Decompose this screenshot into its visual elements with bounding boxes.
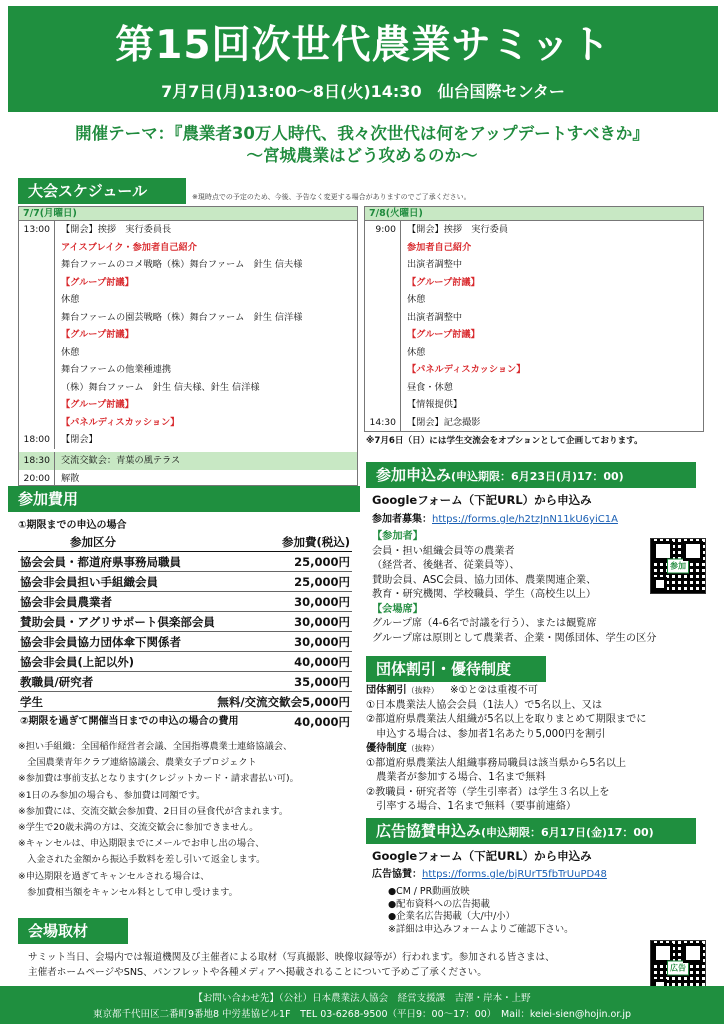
sponsor-items xyxy=(388,886,574,936)
fee-table xyxy=(18,532,352,732)
fee-row: 教職員/研究者 35,000円 xyxy=(18,672,352,692)
sponsor-section-title: 広告協賛申込み(申込期限：6月17日(金)17：00) xyxy=(366,818,696,844)
schedule-row: 【グループ討議】 xyxy=(19,326,357,344)
group-discount-head: 団体割引 xyxy=(366,685,407,696)
fee-row: 協会非会員(上記以外) 40,000円 xyxy=(18,652,352,672)
application-section-title: 参加申込み(申込期限：6月23日(月)17：00) xyxy=(366,462,696,488)
fee-note-line: ※1日のみ参加の場合も、参加費は同額です。 xyxy=(18,789,206,801)
schedule-row: （株）舞台ファーム 針生 信夫様、針生 信洋様 xyxy=(19,379,357,397)
footer-line-1: 【お問い合わせ先】（公社）日本農業法人協会 経営支援課 吉澤・岸本・上野 xyxy=(193,993,531,1004)
recruit-line: 参加者募集：https://forms.gle/h2tzJnN11kU6yiC1A xyxy=(372,514,618,525)
schedule-day1-evening xyxy=(18,452,358,486)
participant-line: 教育・研究機関、学校職員、学生（高校生以上） xyxy=(372,589,597,600)
schedule-row: アイスブレイク・参加者自己紹介 xyxy=(19,239,357,257)
sponsor-item: ※詳細は申込みフォームよりご確認下さい。 xyxy=(388,923,574,935)
fee-late-row: ②期限を過ぎて開催当日までの申込の場合の費用 40,000円 xyxy=(20,715,350,729)
participant-line: （経営者、後継者、従業員等）、 xyxy=(372,560,520,571)
participants-head: 【参加者】 xyxy=(372,531,423,542)
fee-note-line: ※申込期限を過ぎてキャンセルされる場合は、 xyxy=(18,870,210,882)
fee-note-line: ※参加費は事前支払となります(クレジットカード・請求書払い可)。 xyxy=(18,773,299,785)
schedule-row: 【パネルディスカッション】 xyxy=(365,361,703,379)
group-discount-item: ②都道府県農業法人組織が5名以上を取りまとめて期限までに xyxy=(366,714,647,725)
fee-table-header: 参加区分 参加費(税込) xyxy=(18,532,352,552)
fee-row: 協会非会員担い手組織会員 25,000円 xyxy=(18,572,352,592)
theme-block xyxy=(0,123,724,167)
schedule-row: 【グループ討議】 xyxy=(365,274,703,292)
sponsor-item: ●企業名広告掲載（大/中/小） xyxy=(388,911,515,922)
theme-line-2: 〜宮城農業はどう攻めるのか〜 xyxy=(246,146,478,165)
day2-label: 7/8(火曜日) xyxy=(365,207,703,221)
schedule-section-title: 大会スケジュール xyxy=(18,178,186,204)
press-section-title: 会場取材 xyxy=(18,918,128,944)
application-form-text: Googleフォーム（下記URL）から申込み xyxy=(372,493,592,507)
fee-note-line: ※参加費には、交流交歓会参加費、2日目の昼食代が含まれます。 xyxy=(18,805,289,817)
schedule-row: 13:00 【開会】挨拶 実行委員長 xyxy=(19,221,357,239)
application-qr-code[interactable]: 参加 xyxy=(650,538,706,594)
sponsor-link[interactable]: https://forms.gle/bjRUrT5fbTrUuPD48 xyxy=(422,869,607,880)
theme-line-1: 開催テーマ：『農業者30万人時代、我々次世代は何をアップデートすべきか』 xyxy=(75,124,649,143)
fee-row: 賛助会員・アグリサポート倶楽部会員 30,000円 xyxy=(18,612,352,632)
fee-note-line: ※学生で20歳未満の方は、交流交歓会に参加できません。 xyxy=(18,822,259,834)
student-note: ※7月6日（日）には学生交流会をオプションとして企画しております。 xyxy=(366,436,643,446)
group-discount-item: ①日本農業法人協会会員（1法人）で5名以上、又は xyxy=(366,699,603,711)
schedule-row: 休憩 xyxy=(365,344,703,362)
fee-note-line: 全国農業青年クラブ連絡協議会、農業女子プロジェクト xyxy=(18,757,257,769)
fee-note-line: ※担い手組織：全国稲作経営者会議、全国指導農業士連絡協議会、 xyxy=(18,741,293,752)
fee-row: 協会非会員協力団体傘下関係者 30,000円 xyxy=(18,632,352,652)
footer-line-2: 東京都千代田区二番町9番地8 中労基協ビル1F TEL 03-6268-9500（平日9：00〜17：00） Mail：keiei-sien@hojin.or.jp xyxy=(92,1009,632,1020)
schedule-row: 18:00 【閉会】 xyxy=(19,431,357,449)
fee-note-line: 入金された金額から振込手数料を差し引いて返金します。 xyxy=(18,854,266,866)
participant-line: 会員・担い組織会員等の農業者 xyxy=(372,545,515,557)
footer-contact xyxy=(0,986,724,1024)
group-discount-item: 申込する場合は、参加者1名あたり5,000円を割引 xyxy=(366,728,606,740)
dismiss-row: 20:00 解散 xyxy=(19,470,357,488)
sponsor-item: ●CM / PR動画放映 xyxy=(388,886,470,897)
schedule-day1 xyxy=(18,206,358,453)
schedule-row: 【グループ討議】 xyxy=(365,326,703,344)
venue-head: 【会場席】 xyxy=(372,603,423,615)
schedule-row: 舞台ファームの園芸戦略（株）舞台ファーム 針生 信洋様 xyxy=(19,309,357,327)
schedule-row: 【情報提供】 xyxy=(365,396,703,414)
event-date-venue: 7月7日(月)13:00〜8日(火)14:30 仙台国際センター xyxy=(161,82,565,101)
fee-note-line: ※キャンセルは、申込期限までにメールでお申し出の場合、 xyxy=(18,838,265,850)
schedule-row: 休憩 xyxy=(365,291,703,309)
event-title: 第15回次世代農業サミット xyxy=(115,23,611,68)
schedule-row: 参加者自己紹介 xyxy=(365,239,703,257)
venue-line: グループ席は原則として農業者、企業・関係団体、学生の区分 xyxy=(372,632,657,644)
benefit-item: ②教職員・研究者等（学生引率者）は学生３名以上を xyxy=(366,786,610,798)
fee-note-line: 参加費相当額をキャンセル料として申し受けます。 xyxy=(18,886,238,898)
schedule-day2 xyxy=(364,206,704,432)
participant-line: 賛助会員、ASC会員、協力団体、農業関連企業、 xyxy=(372,574,597,586)
benefit-item: 引率する場合、1名まで無料（要事前連絡） xyxy=(366,801,577,812)
participants-block xyxy=(372,530,657,646)
discount-block: 団体割引（抜粋） ※①と②は重複不可 ①日本農業法人協会会員（1法人）で5名以上、又は ②都道府県農業法人組織が5名以上を取りまとめて期限までに 申込する場合は、参加者1名あたり5,000円を割引 優待制度（抜粋） ①都道府県農業法人組織事務局職員は該当県から5名以上 農業者が参加する場合、1名まで無料 ②教職員・研究者等（学生引率者）は学生３名以上を 引率する場合、1名まで無料（要事前連絡） xyxy=(366,684,716,815)
venue-line: グループ席（4-6名で討議を行う）、または観覧席 xyxy=(372,618,597,629)
schedule-row: 休憩 xyxy=(19,344,357,362)
exchange-row: 18:30 交流交歓会：青葉の風テラス xyxy=(19,452,357,470)
fee-row: 学生 無料/交流交歓会5,000円 xyxy=(18,692,352,712)
fees-section-title: 参加費用 xyxy=(8,486,360,512)
sponsor-line: 広告協賛：https://forms.gle/bjRUrT5fbTrUuPD48 xyxy=(372,869,607,880)
fee-row: 協会非会員農業者 30,000円 xyxy=(18,592,352,612)
schedule-row: 出演者調整中 xyxy=(365,256,703,274)
benefit-item: ①都道府県農業法人組織事務局職員は該当県から5名以上 xyxy=(366,757,627,769)
schedule-row: 昼食・休憩 xyxy=(365,379,703,397)
discount-section-title: 団体割引・優待制度 xyxy=(366,656,546,682)
schedule-row: 休憩 xyxy=(19,291,357,309)
sponsor-item: ●配布資料への広告掲載 xyxy=(388,898,490,910)
header-banner xyxy=(8,6,718,112)
schedule-note: ※現時点での予定のため、今後、予告なく変更する場合がありますのでご了承ください。 xyxy=(192,193,471,201)
schedule-row: 【グループ討議】 xyxy=(19,396,357,414)
fees-sub1: ①期限までの申込の場合 xyxy=(18,520,127,531)
schedule-row: 9:00 【開会】挨拶 実行委員 xyxy=(365,221,703,239)
benefit-head: 優待制度 xyxy=(366,743,407,754)
recruit-link[interactable]: https://forms.gle/h2tzJnN11kU6yiC1A xyxy=(432,514,618,525)
schedule-row: 出演者調整中 xyxy=(365,309,703,327)
sponsor-form-text: Googleフォーム（下記URL）から申込み xyxy=(372,849,592,863)
press-text: サミット当日、会場内では報道機関及び主催者による取材（写真撮影、映像収録等が）行われます。参加される皆さまは、 主催者ホームページやSNS、パンフレットや各種メディアへ掲載されることについて予めご了承ください。 xyxy=(28,952,555,978)
schedule-row: 舞台ファームの他業種連携 xyxy=(19,361,357,379)
benefit-item: 農業者が参加する場合、1名まで無料 xyxy=(366,772,546,783)
schedule-row: 【グループ討議】 xyxy=(19,274,357,292)
fee-row: 協会会員・都道府県事務局職員 25,000円 xyxy=(18,552,352,572)
schedule-row: 舞台ファームのコメ戦略（株）舞台ファーム 針生 信夫様 xyxy=(19,256,357,274)
schedule-row: 【パネルディスカッション】 xyxy=(19,414,357,432)
fee-notes xyxy=(18,739,358,901)
sponsor-qr-code[interactable]: 広告 xyxy=(650,940,706,996)
day1-label: 7/7(月曜日) xyxy=(19,207,357,221)
schedule-row: 14:30 【閉会】記念撮影 xyxy=(365,414,703,432)
